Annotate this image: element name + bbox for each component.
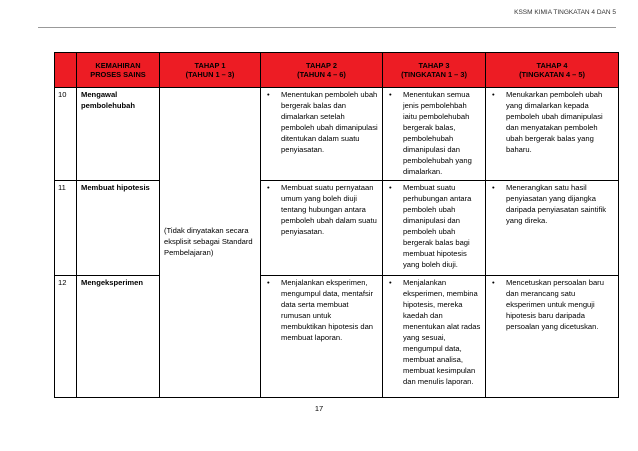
header-tahap2-line1: TAHAP 2 (306, 60, 337, 70)
skill-name: Membuat hipotesis (77, 181, 160, 276)
header-tahap4 (486, 53, 619, 88)
process-skills-table (54, 52, 619, 398)
header-tahap4-line1: TAHAP 4 (536, 60, 568, 70)
tahap2-cell (261, 88, 383, 181)
header-divider (38, 27, 616, 28)
tahap4-cell (486, 88, 619, 181)
table-row (55, 88, 619, 181)
tahap3-cell (383, 181, 486, 276)
header-tahap3-line2: (TINGKATAN 1 – 3) (401, 70, 467, 79)
header-skill-line2: PROSES SAINS (90, 70, 146, 79)
row-number: 10 (55, 88, 77, 181)
skill-name: Mengawal pembolehubah (77, 88, 160, 181)
header-tahap1 (160, 53, 261, 88)
tahap2-cell (261, 276, 383, 398)
skill-name: Mengeksperimen (77, 276, 160, 398)
tahap3-cell (383, 276, 486, 398)
header-tahap2-line2: (TAHUN 4 – 6) (297, 70, 346, 79)
header-tahap1-line1: TAHAP 1 (194, 60, 226, 70)
header-tahap3-line1: TAHAP 3 (418, 60, 450, 70)
list-item: • Menukarkan pemboleh ubah yang dimalarkan kepada pemboleh ubah dimanipulasi dan menyatakan pemboleh ubah bergerak balas yang baharu. (490, 89, 614, 155)
table-header-row (55, 53, 619, 88)
list-item: • Membuat suatu perhubungan antara pemboleh ubah dimanipulasi dan pemboleh ubah bergerak balas bagi membuat hipotesis yang boleh diuji. (387, 182, 481, 270)
header-tahap4-line2: (TINGKATAN 4 – 5) (519, 70, 585, 79)
tahap4-cell (486, 181, 619, 276)
tahap4-cell (486, 276, 619, 398)
list-item: • Menjalankan eksperimen, mengumpul data, mentafsir data serta membuat rumusan untuk membuktikan hipotesis dan membuat laporan. (265, 277, 378, 343)
table-row (55, 276, 619, 398)
header-num-cell (55, 53, 77, 88)
list-item: • Mencetuskan persoalan baru dan merancang satu eksperimen untuk menguji hipotesis baru daripada persoalan yang dicetuskan. (490, 277, 614, 332)
row-number: 11 (55, 181, 77, 276)
header-tahap2 (261, 53, 383, 88)
list-item: • Menjalankan eksperimen, membina hipotesis, mereka kaedah dan menentukan alat radas yang sesuai, mengumpul data, membuat analisa, membuat kesimpulan dan menulis laporan. (387, 277, 481, 387)
list-item: • Menentukan semua jenis pembolehbah iaitu pembolehubah bergerak balas, pembolehubah dimanipulasi dan pembolehubah yang dimalarkan. (387, 89, 481, 177)
list-item: • Membuat suatu pernyataan umum yang boleh diuji tentang hubungan antara pemboleh ubah dalam suatu penyiasatan. (265, 182, 378, 237)
tahap2-cell (261, 181, 383, 276)
table-row (55, 181, 619, 276)
header-tahap1-line2: (TAHUN 1 – 3) (185, 70, 235, 79)
header-tahap3 (383, 53, 486, 88)
tahap1-note: (Tidak dinyatakan secara eksplisit sebagai Standard Pembelajaran) (160, 88, 261, 398)
list-item: • Menentukan pemboleh ubah bergerak balas dan dimalarkan setelah pemboleh ubah dimanipulasi ditentukan dalam suatu penyiasatan. (265, 89, 378, 155)
document-header-title: KSSM KIMIA TINGKATAN 4 DAN 5 (514, 9, 616, 16)
header-skill-line1: KEMAHIRAN (95, 60, 141, 70)
list-item: • Menerangkan satu hasil penyiasatan yang dijangka daripada penyiasatan saintifik yang direka. (490, 182, 614, 226)
row-number: 12 (55, 276, 77, 398)
tahap3-cell (383, 88, 486, 181)
header-skill (77, 53, 160, 88)
page-number: 17 (314, 404, 324, 413)
